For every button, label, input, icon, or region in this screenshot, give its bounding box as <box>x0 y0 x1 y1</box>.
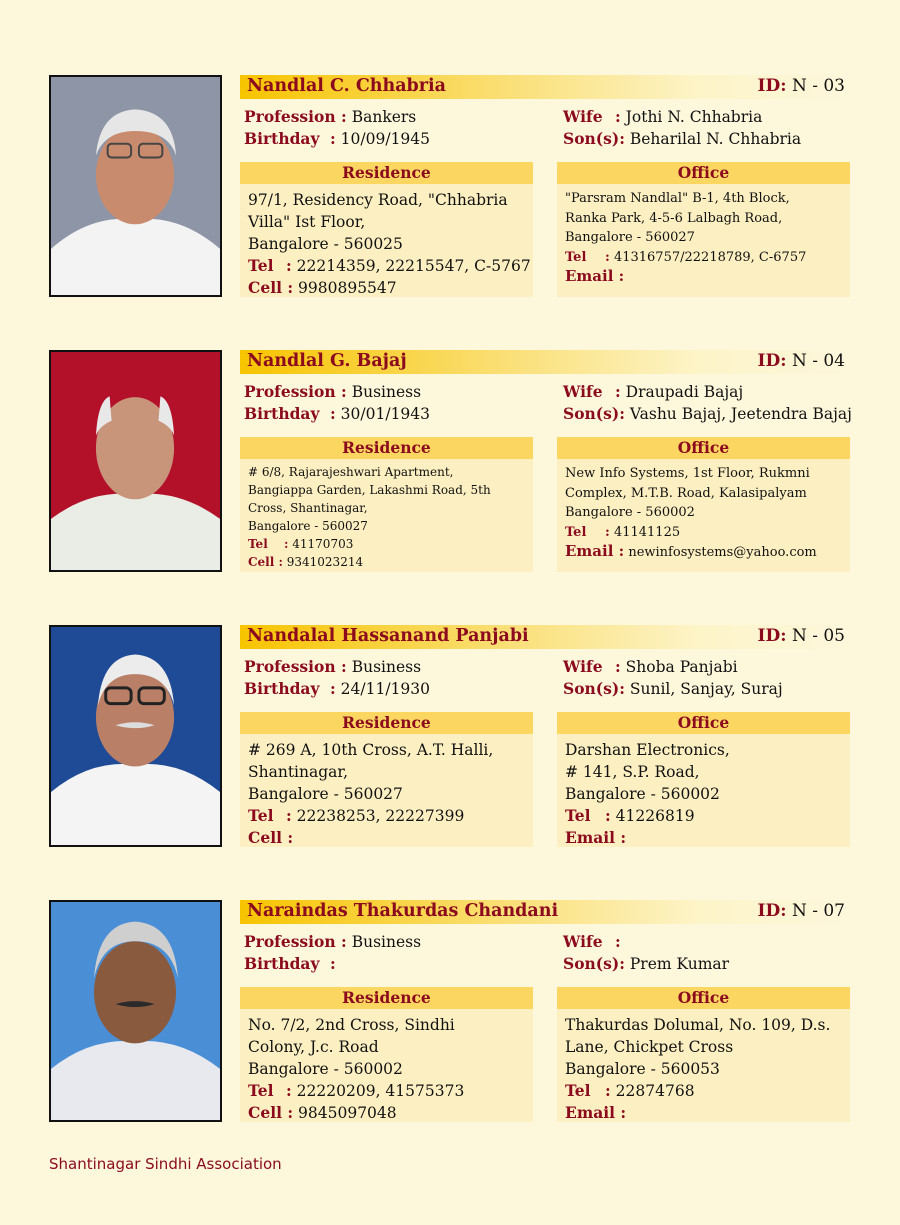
email-value[interactable]: newinfosystems@yahoo.com <box>628 545 817 560</box>
cell-label: Cell : <box>248 1103 294 1122</box>
address-line: Bangalore - 560027 <box>248 519 368 533</box>
email-label: Email : <box>565 542 625 560</box>
address-line: Lane, Chickpet Cross <box>565 1038 734 1056</box>
tel-label: Tel <box>248 1081 274 1100</box>
name-bar <box>240 900 851 924</box>
wife-colon: : <box>615 657 621 676</box>
residence-box <box>240 712 533 847</box>
birthday-value: 24/11/1930 <box>340 680 431 698</box>
office-heading: Office <box>557 162 850 184</box>
tel-colon: : <box>605 524 610 540</box>
sons-label: Son(s): <box>563 404 625 423</box>
member-name: Naraindas Thakurdas Chandani <box>247 901 559 921</box>
member-card <box>49 350 851 576</box>
sons-value: Vashu Bajaj, Jeetendra Bajaj <box>629 405 852 423</box>
wife-label: Wife <box>563 382 603 401</box>
office-heading: Office <box>557 987 850 1009</box>
name-bar <box>240 350 851 374</box>
member-name: Nandalal Hassanand Panjabi <box>247 626 529 646</box>
sons-label: Son(s): <box>563 954 625 973</box>
birthday-label: Birthday <box>244 954 320 973</box>
birthday-value: 10/09/1945 <box>340 130 431 148</box>
address-line: # 6/8, Rajarajeshwari Apartment, <box>248 465 454 479</box>
wife-label: Wife <box>563 932 603 951</box>
residence-body <box>240 184 533 299</box>
tel-label: Tel <box>248 537 268 551</box>
address-line: Bangalore - 560027 <box>565 230 695 245</box>
profession-label: Profession : <box>244 382 347 401</box>
address-line: Thakurdas Dolumal, No. 109, D.s. <box>565 1016 831 1034</box>
office-body <box>557 1009 850 1124</box>
tel-value: 41170703 <box>292 537 354 551</box>
id-value: N - 05 <box>791 626 845 646</box>
residence-box <box>240 437 533 572</box>
address-line: Darshan Electronics, <box>565 741 730 759</box>
tel-label: Tel <box>565 806 591 825</box>
tel-colon: : <box>286 256 292 275</box>
office-body <box>557 184 850 288</box>
sons-label: Son(s): <box>563 679 625 698</box>
birthday-label: Birthday <box>244 404 320 423</box>
office-box <box>557 712 850 847</box>
member-id <box>758 76 845 96</box>
profession-value: Bankers <box>351 108 417 126</box>
tel-colon: : <box>605 249 610 265</box>
cell-label: Cell : <box>248 555 283 569</box>
residence-heading: Residence <box>240 162 533 184</box>
id-label: ID: <box>757 76 787 96</box>
tel-colon: : <box>284 537 289 551</box>
family-info <box>563 381 852 425</box>
sons-label: Son(s): <box>563 129 625 148</box>
address-line: 97/1, Residency Road, "Chhabria <box>248 191 508 209</box>
office-box <box>557 437 850 572</box>
tel-colon: : <box>605 806 611 825</box>
wife-value: Shoba Panjabi <box>625 658 738 676</box>
member-id <box>758 351 845 371</box>
tel-label: Tel <box>565 1081 591 1100</box>
wife-colon: : <box>615 382 621 401</box>
office-heading: Office <box>557 712 850 734</box>
name-bar <box>240 625 851 649</box>
id-label: ID: <box>757 626 787 646</box>
id-value: N - 04 <box>791 351 845 371</box>
profession-label: Profession : <box>244 657 347 676</box>
office-box <box>557 987 850 1122</box>
tel-label: Tel <box>565 524 587 540</box>
address-line: New Info Systems, 1st Floor, Rukmni <box>565 466 810 481</box>
wife-colon: : <box>615 107 621 126</box>
profession-value: Business <box>351 933 422 951</box>
tel-value: 22238253, 22227399 <box>296 807 465 825</box>
wife-label: Wife <box>563 657 603 676</box>
office-body <box>557 459 850 563</box>
birthday-label: Birthday <box>244 679 320 698</box>
email-label: Email : <box>565 267 625 285</box>
wife-value: Jothi N. Chhabria <box>625 108 763 126</box>
address-line: Bangalore - 560002 <box>565 505 695 520</box>
family-info <box>563 106 801 150</box>
sons-value: Prem Kumar <box>629 955 730 973</box>
birthday-colon: : <box>330 679 336 698</box>
wife-value: Draupadi Bajaj <box>625 383 744 401</box>
wife-label: Wife <box>563 107 603 126</box>
tel-label: Tel <box>565 249 587 265</box>
member-name: Nandlal G. Bajaj <box>247 351 407 371</box>
address-line: No. 7/2, 2nd Cross, Sindhi <box>248 1016 455 1034</box>
personal-info <box>244 106 430 150</box>
tel-colon: : <box>605 1081 611 1100</box>
address-line: Bangalore - 560053 <box>565 1060 720 1078</box>
residence-heading: Residence <box>240 987 533 1009</box>
member-id <box>758 626 845 646</box>
id-label: ID: <box>757 351 787 371</box>
office-body <box>557 734 850 849</box>
id-value: N - 07 <box>791 901 845 921</box>
address-line: Shantinagar, <box>248 763 349 781</box>
cell-value: 9341023214 <box>286 555 364 569</box>
address-line: Colony, J.c. Road <box>248 1038 379 1056</box>
address-line: Complex, M.T.B. Road, Kalasipalyam <box>565 485 807 501</box>
residence-heading: Residence <box>240 437 533 459</box>
tel-value: 41226819 <box>615 807 695 825</box>
tel-colon: : <box>286 1081 292 1100</box>
residence-body <box>240 734 533 849</box>
tel-colon: : <box>286 806 292 825</box>
cell-label: Cell : <box>248 828 294 847</box>
member-id <box>758 901 845 921</box>
address-line: # 269 A, 10th Cross, A.T. Halli, <box>248 741 494 759</box>
footer-association-name: Shantinagar Sindhi Association <box>49 1155 282 1173</box>
sons-value: Beharilal N. Chhabria <box>629 130 802 148</box>
address-line: Bangalore - 560002 <box>248 1060 403 1078</box>
address-line: "Parsram Nandlal" B-1, 4th Block, <box>565 191 790 206</box>
birthday-colon: : <box>330 954 336 973</box>
member-photo <box>49 75 222 297</box>
address-line: Ranka Park, 4-5-6 Lalbagh Road, <box>565 210 783 226</box>
birthday-label: Birthday <box>244 129 320 148</box>
residence-box <box>240 162 533 297</box>
address-line: # 141, S.P. Road, <box>565 763 700 781</box>
member-photo <box>49 350 222 572</box>
wife-colon: : <box>615 932 621 951</box>
office-heading: Office <box>557 437 850 459</box>
cell-value: 9980895547 <box>298 279 397 297</box>
email-label: Email : <box>565 1103 627 1122</box>
member-card <box>49 625 851 851</box>
address-line: Bangiappa Garden, Lakashmi Road, 5th <box>248 483 491 497</box>
residence-body <box>240 1009 533 1124</box>
residence-body <box>240 459 533 571</box>
birthday-colon: : <box>330 404 336 423</box>
member-card <box>49 900 851 1126</box>
birthday-value: 30/01/1943 <box>340 405 431 423</box>
member-name: Nandlal C. Chhabria <box>247 76 446 96</box>
residence-box <box>240 987 533 1122</box>
tel-value: 22214359, 22215547, C-5767 <box>296 257 531 275</box>
tel-label: Tel <box>248 806 274 825</box>
profession-value: Business <box>351 658 422 676</box>
residence-heading: Residence <box>240 712 533 734</box>
birthday-colon: : <box>330 129 336 148</box>
member-photo <box>49 625 222 847</box>
office-box <box>557 162 850 297</box>
address-line: Villa" Ist Floor, <box>248 213 366 231</box>
member-photo <box>49 900 222 1122</box>
sons-value: Sunil, Sanjay, Suraj <box>629 680 783 698</box>
address-line: Bangalore - 560025 <box>248 235 403 253</box>
tel-value: 41316757/22218789, C-6757 <box>613 249 807 265</box>
personal-info <box>244 656 430 700</box>
tel-value: 22874768 <box>615 1082 695 1100</box>
cell-label: Cell : <box>248 278 294 297</box>
personal-info <box>244 931 421 975</box>
family-info <box>563 656 783 700</box>
address-line: Bangalore - 560027 <box>248 785 403 803</box>
member-card <box>49 75 851 301</box>
profession-label: Profession : <box>244 107 347 126</box>
tel-value: 41141125 <box>613 524 681 540</box>
id-value: N - 03 <box>791 76 845 96</box>
tel-value: 22220209, 41575373 <box>296 1082 465 1100</box>
address-line: Bangalore - 560002 <box>565 785 720 803</box>
profession-label: Profession : <box>244 932 347 951</box>
tel-label: Tel <box>248 256 274 275</box>
address-line: Cross, Shantinagar, <box>248 501 368 515</box>
profession-value: Business <box>351 383 422 401</box>
id-label: ID: <box>757 901 787 921</box>
cell-value: 9845097048 <box>298 1104 397 1122</box>
name-bar <box>240 75 851 99</box>
personal-info <box>244 381 430 425</box>
family-info <box>563 931 729 975</box>
email-label: Email : <box>565 828 627 847</box>
